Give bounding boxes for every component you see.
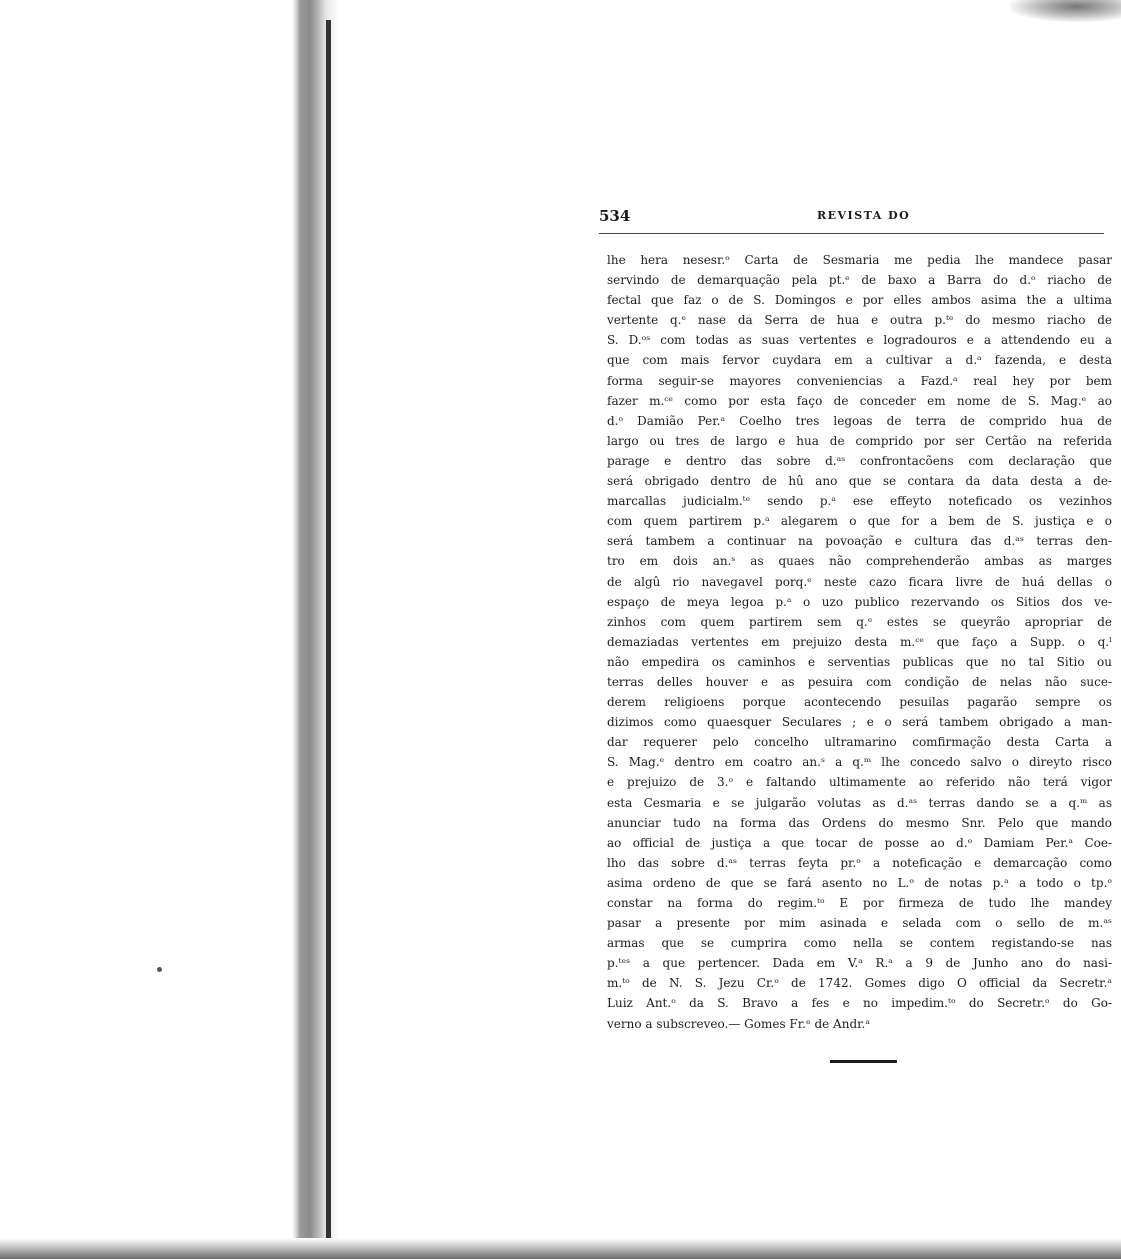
- text-line: terras delles houver e as pesuira com condição de nelas não suce-: [607, 674, 1112, 689]
- text-line: fectal que faz o de S. Domingos e por elles ambos asima the a ultima: [607, 293, 1112, 308]
- text-line: anunciar tudo na forma das Ordens do mesmo Snr. Pelo que mando: [607, 815, 1112, 830]
- text-line: Luiz Ant.ᵒ da S. Bravo a fes e no impedim.ᵗᵒ do Secretr.ᵒ do Go-: [607, 996, 1112, 1011]
- page-header: [599, 207, 1104, 234]
- running-title: REVISTA DO: [817, 209, 911, 222]
- text-line: não empedira os caminhos e serventias publicas que no tal Sitio ou: [607, 654, 1112, 669]
- text-line: vertente q.ᵉ nase da Serra de hua e outra p.ᵗᵉ do mesmo riacho de: [607, 313, 1112, 328]
- text-line: p.ᵗᵉˢ a que pertencer. Dada em V.ᵃ R.ᵃ a 9 de Junho ano do nasi-: [607, 956, 1112, 971]
- text-line: parage e dentro das sobre d.ᵃˢ confrontacõens com declaração que: [607, 453, 1112, 468]
- text-line: largo ou tres de largo e hua de comprido por ser Certão na referida: [607, 433, 1112, 448]
- text-line: pasar a presente por mim asinada e selada com o sello de m.ᵃˢ: [607, 916, 1112, 931]
- text-line: que com mais fervor cuydara em a cultivar a d.ᵃ fazenda, e desta: [607, 353, 1112, 368]
- text-line: esta Cesmaria e se julgarão volutas as d.ᵃˢ terras dando se a q.ᵐ as: [607, 795, 1112, 810]
- text-line: tro em dois an.ˢ as quaes não comprehenderão ambas as marges: [607, 554, 1112, 569]
- text-line: constar na forma do regim.ᵗᵒ E por firmeza de tudo lhe mandey: [607, 896, 1112, 910]
- text-line: d.ᵒ Damião Per.ᵃ Coelho tres legoas de terra de comprido hua de: [607, 413, 1112, 428]
- page-number: 534: [599, 207, 631, 225]
- text-line: espaço de meya legoa p.ᵃ o uzo publico rezervando os Sitios dos ve-: [607, 594, 1112, 609]
- text-line: fazer m.ᶜᵉ como por esta faço de conceder em nome de S. Mag.ᵉ ao: [607, 393, 1112, 408]
- text-line: m.ᵗᵒ de N. S. Jezu Cr.ᵒ de 1742. Gomes digo O official da Secretr.ᵃ: [607, 976, 1112, 991]
- text-line-final: verno a subscreveo.— Gomes Fr.ᵉ de Andr.ᵃ: [607, 1016, 870, 1031]
- text-line: com quem partirem p.ᵃ alegarem o que for a bem de S. justiça e o: [607, 514, 1112, 529]
- text-line: e prejuizo de 3.ᵒ e faltando ultimamente ao referido não terá vigor: [607, 775, 1112, 790]
- text-line: de algû rio navegavel porq.ᵉ neste cazo ficara livre de huá dellas o: [607, 574, 1112, 589]
- text-line: asima ordeno de que se fará asento no L.ᵒ de notas p.ᵃ a todo o tp.ᵒ: [607, 875, 1112, 890]
- closing-rule: [830, 1060, 897, 1063]
- text-line: S. D.ᵒˢ com todas as suas vertentes e logradouros e a attendendo eu a: [607, 333, 1112, 348]
- text-line: será tambem a continuar na povoação e cultura das d.ᵃˢ terras den-: [607, 534, 1112, 549]
- document-body: [607, 250, 1112, 1034]
- scan-speck: [157, 967, 162, 972]
- text-line: será obrigado dentro de hû ano que se contara da data desta a de-: [607, 474, 1112, 489]
- scan-bottom-edge: [0, 1238, 1121, 1259]
- text-line: dar requerer pelo concelho ultramarino comfirmação desta Carta a: [607, 735, 1112, 750]
- binding-edge: [326, 20, 331, 1259]
- scan-smudge: [1010, 0, 1121, 22]
- text-line: marcallas judicialm.ᵗᵉ sendo p.ᵃ ese effeyto noteficado os vezinhos: [607, 494, 1112, 509]
- text-line: armas que se cumprira como nella se contem registando-se nas: [607, 936, 1112, 951]
- text-line: ao official de justiça a que tocar de posse ao d.ᵒ Damiam Per.ᵃ Coe-: [607, 835, 1112, 850]
- text-line: lho das sobre d.ᵃˢ terras feyta pr.ᵒ a noteficação e demarcação como: [607, 855, 1112, 870]
- text-line: zinhos com quem partirem sem q.ᵉ estes se queyrão apropriar de: [607, 614, 1112, 629]
- text-line: lhe hera nesesr.ᵒ Carta de Sesmaria me pedia lhe mandece pasar: [607, 253, 1112, 267]
- page-gutter: [0, 0, 360, 1259]
- text-line: dizimos como quaesquer Seculares ; e o será tambem obrigado a man-: [607, 715, 1112, 730]
- text-line: demaziadas vertentes em prejuizo desta m.ᶜᵉ que faço a Supp. o q.ˡ: [607, 634, 1112, 649]
- text-line: S. Mag.ᵉ dentro em coatro an.ˢ a q.ᵐ lhe concedo salvo o direyto risco: [607, 755, 1112, 770]
- text-line: forma seguir-se mayores conveniencias a Fazd.ᵃ real hey por bem: [607, 373, 1112, 388]
- text-line: derem religioens porque acontecendo pesuilas pagarão sempre os: [607, 695, 1112, 710]
- text-line: servindo de demarquação pela pt.ᵉ de baxo a Barra do d.ᵒ riacho de: [607, 273, 1112, 288]
